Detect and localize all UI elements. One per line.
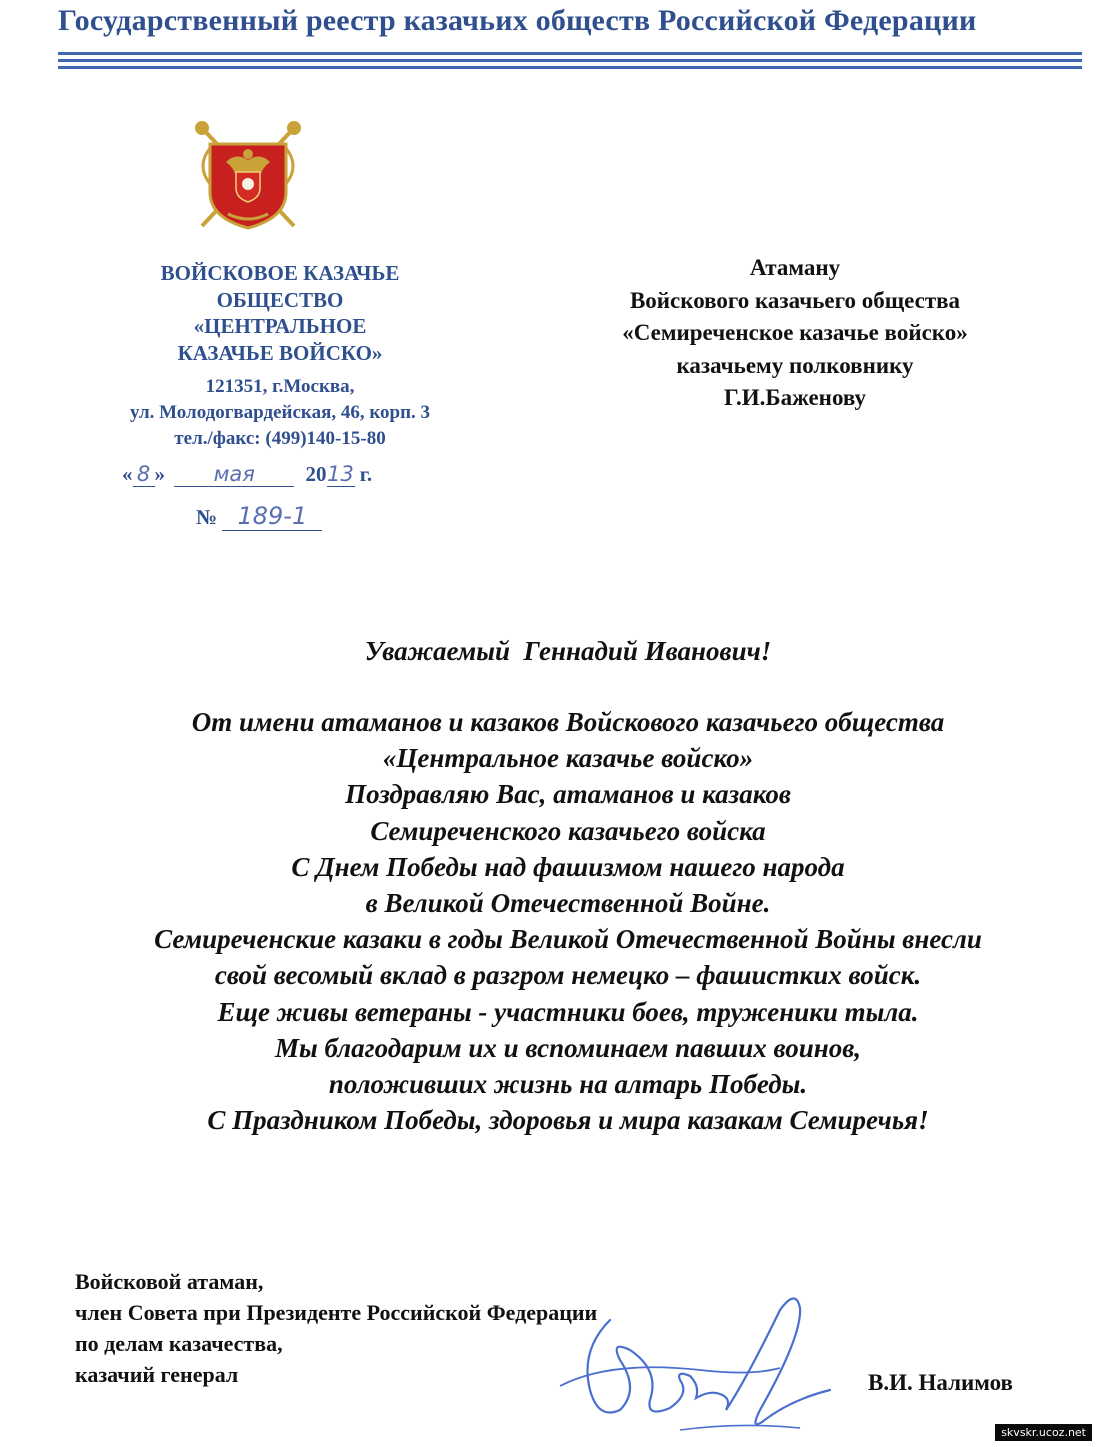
letterhead-rule-3 xyxy=(58,66,1082,69)
recipient-name: Г.И.Баженову xyxy=(723,385,867,410)
sender-name-line: КАЗАЧЬЕ ВОЙСКО» xyxy=(177,340,383,365)
signer-title-line: Войсковой атаман, xyxy=(75,1269,264,1294)
body-line: Мы благодарим их и вспоминаем павших воинов, xyxy=(274,1032,862,1063)
recipient-line: казачьему полковнику xyxy=(676,352,914,378)
sender-address-line: 121351, г.Москва, xyxy=(205,376,355,397)
date-day: 8 xyxy=(133,462,155,487)
body-line: От имени атаманов и казаков Войскового казачьего общества xyxy=(191,707,945,737)
letter-number xyxy=(196,502,322,531)
recipient-line: Атаману xyxy=(749,255,841,280)
sender-name-line: ВОЙСКОВОЕ КАЗАЧЬЕ xyxy=(160,261,400,285)
body-line: Поздравляю Вас, атаманов и казаков xyxy=(345,779,791,810)
letterhead-rule-2 xyxy=(58,59,1082,62)
recipient-block xyxy=(560,252,1030,415)
recipient-line: «Семиреченское казачье войско» xyxy=(622,320,968,345)
number-value: 189-1 xyxy=(222,502,322,531)
body-line: Семиреченские казаки в годы Великой Отечественной Войны внесли xyxy=(154,924,982,955)
date-close-quote: » xyxy=(154,462,165,486)
letter-date xyxy=(122,462,372,487)
body-line: свой весомый вклад в разгром немецко – фашистких войск. xyxy=(214,960,922,991)
body-line: «Центральное казачье войско» xyxy=(382,743,754,774)
body-line: в Великой Отечественной Войне. xyxy=(365,888,771,919)
handwritten-signature-icon xyxy=(550,1290,840,1440)
letter-greeting: Уважаемый Геннадий Иванович! xyxy=(364,636,772,666)
letterhead-title: Государственный реестр казачьих обществ Российской Федерации xyxy=(58,4,977,37)
date-month: мая xyxy=(174,462,294,487)
recipient-line: Войскового казачьего общества xyxy=(629,287,961,313)
letterhead-rule-1 xyxy=(58,52,1082,55)
body-line: Еще живы ветераны - участники боев, труженики тыла. xyxy=(217,996,919,1027)
sender-address-line: ул. Молодогвардейская, 46, корп. 3 xyxy=(129,402,431,423)
signer-title-line: по делам казачества, xyxy=(75,1331,283,1356)
sender-name-line: ОБЩЕСТВО xyxy=(216,287,344,312)
sender-block xyxy=(60,260,500,452)
sender-phone: тел./факс: (499)140-15-80 xyxy=(174,428,386,449)
number-label: № xyxy=(196,505,218,529)
letter-body xyxy=(90,704,1046,1138)
signer-name: В.И. Налимов xyxy=(868,1370,1013,1395)
body-line: положивших жизнь на алтарь Победы. xyxy=(328,1069,808,1100)
body-line: С Праздником Победы, здоровья и мира казакам Семиречья! xyxy=(207,1105,929,1136)
signer-title-line: казачий генерал xyxy=(75,1362,239,1387)
date-open-quote: « xyxy=(122,462,133,486)
date-year-abbr: г. xyxy=(359,462,373,486)
body-line: Семиреченского казачьего войска xyxy=(370,815,766,846)
date-year-suffix: 13 xyxy=(327,462,354,486)
site-watermark: skvskr.ucoz.net xyxy=(995,1424,1092,1441)
sender-name-line: «ЦЕНТРАЛЬНОЕ xyxy=(193,314,367,338)
body-line: С Днем Победы над фашизмом нашего народа xyxy=(291,851,845,882)
cossack-host-emblem-icon xyxy=(188,118,308,236)
date-year-prefix: 20 xyxy=(305,462,327,486)
signer-title-line: член Совета при Президенте Российской Федерации xyxy=(75,1300,598,1325)
